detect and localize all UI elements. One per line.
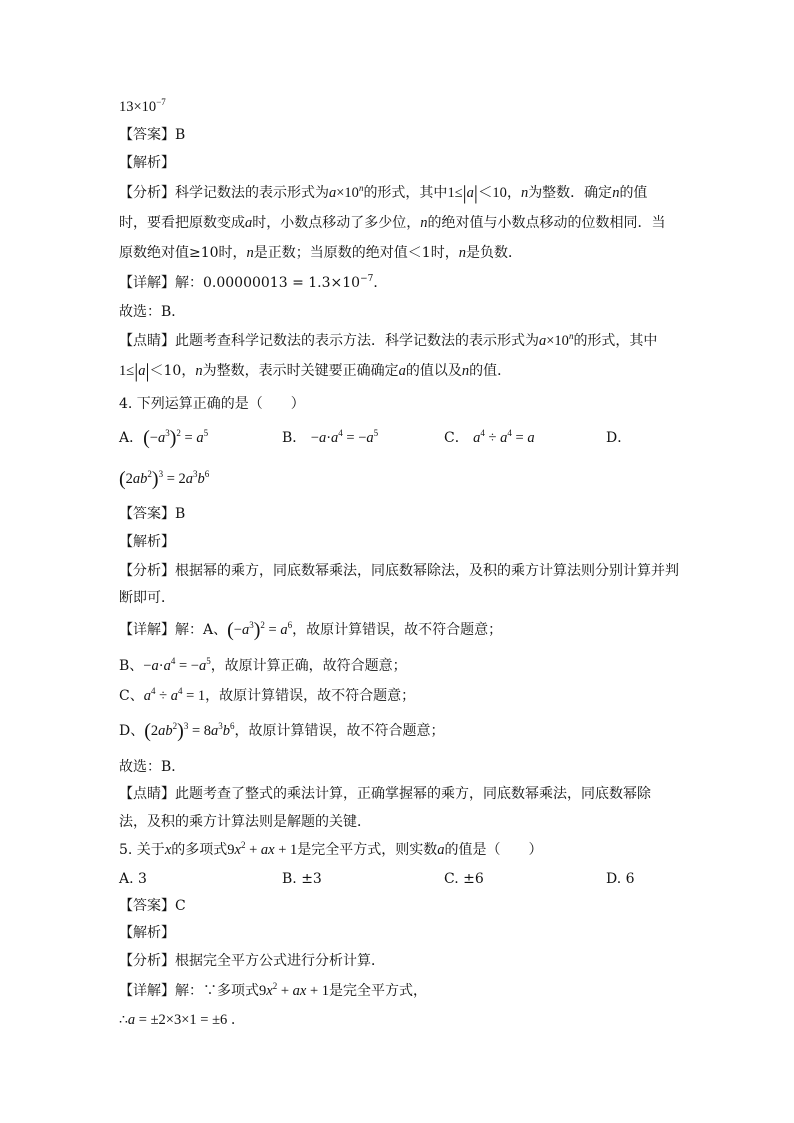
detail-q4-c: C、$a^4 \div a^4 = 1$，故原计算错误，故不符合题意； — [119, 686, 416, 704]
detail-q5-result: ∴a = ±2×3×1 = ±6 ． — [119, 1012, 246, 1028]
option-4c: C． $a^4 \div a^4 = a$ — [444, 428, 535, 446]
comment-q3-line1: 【点睛】此题考查科学记数法的表示方法．科学记数法的表示形式为$a\times 10^n$的形式，其中 — [119, 331, 658, 349]
detail-q4-a: 【详解】解：A、$(-a^3)^2 = a^6$，故原计算错误，故不符合题意； — [119, 619, 503, 641]
answer-q4: 【答案】B — [119, 506, 186, 522]
question-4: 4. 下列运算正确的是（ ） — [119, 396, 305, 412]
comment-q4-line2: 法，及积的乘方计算法则是解题的关键． — [119, 814, 371, 830]
analysis-heading-q4: 【解析】 — [119, 534, 175, 550]
analysis-heading-q5: 【解析】 — [119, 925, 175, 941]
choose-q3: 故选：B． — [119, 304, 186, 320]
analysis-heading-q3: 【解析】 — [119, 155, 175, 171]
analysis-q3-line3: 原数绝对值≥10时，n是正数；当原数的绝对值＜1时，n是负数． — [119, 245, 522, 261]
choose-q4: 故选：B． — [119, 759, 186, 775]
option-4b: B． $-a\cdot a^4 = -a^5$ — [282, 428, 379, 446]
detail-q3: 【详解】解：$0.00000013 = 1.3\times 10^{-7}$． — [119, 274, 388, 291]
sci-notation-option: $13\times 10^{-7}$ — [119, 97, 166, 115]
analysis-q4-line1: 【分析】根据幂的乘方，同底数幂乘法，同底数幂除法，及积的乘方计算法则分别计算并判 — [119, 563, 679, 579]
answer-q5: 【答案】C — [119, 898, 186, 914]
analysis-q4-line2: 断即可． — [119, 590, 175, 606]
option-5a: A. 3 — [119, 871, 147, 887]
analysis-q5: 【分析】根据完全平方公式进行分析计算． — [119, 953, 385, 969]
detail-q4-b: B、$-a\cdot a^4 = -a^5$，故原计算正确，故符合题意； — [119, 656, 407, 674]
comment-q3-line2: 1≤|a|＜10，n为整数，表示时关键要正确确定a的值以及n的值． — [119, 360, 512, 382]
option-4d: $(2ab^2)^3 = 2a^3b^6$ — [119, 468, 210, 490]
analysis-q3-line2: 时，要看把原数变成a时，小数点移动了多少位，n的绝对值与小数点移动的位数相同．当 — [119, 215, 666, 231]
question-5: 5. 关于x的多项式$9x^2$ + ax + 1是完全平方式，则实数a的值是（ ） — [119, 840, 543, 858]
option-4d-label: D． — [606, 430, 632, 446]
option-5c: C. ±6 — [444, 871, 484, 887]
answer-q3: 【答案】B — [119, 127, 186, 143]
option-4a: A．$(-a^3)^2 = a^5$ — [119, 427, 209, 449]
comment-q4-line1: 【点睛】此题考查了整式的乘法计算，正确掌握幂的乘方，同底数幂乘法，同底数幂除 — [119, 786, 651, 802]
detail-q5: 【详解】解：∵多项式$9x^2$ + ax + 1是完全平方式， — [119, 981, 427, 999]
analysis-q3-line1: 【分析】科学记数法的表示形式为$a\times 10^n$的形式，其中1≤|a|＜10，n为整数．确定n的值 — [119, 182, 648, 204]
option-5d: D. 6 — [606, 871, 635, 887]
detail-q4-d: D、$(2ab^2)^3 = 8a^3b^6$，故原计算错误，故不符合题意； — [119, 720, 445, 742]
option-5b: B. ±3 — [282, 871, 322, 887]
